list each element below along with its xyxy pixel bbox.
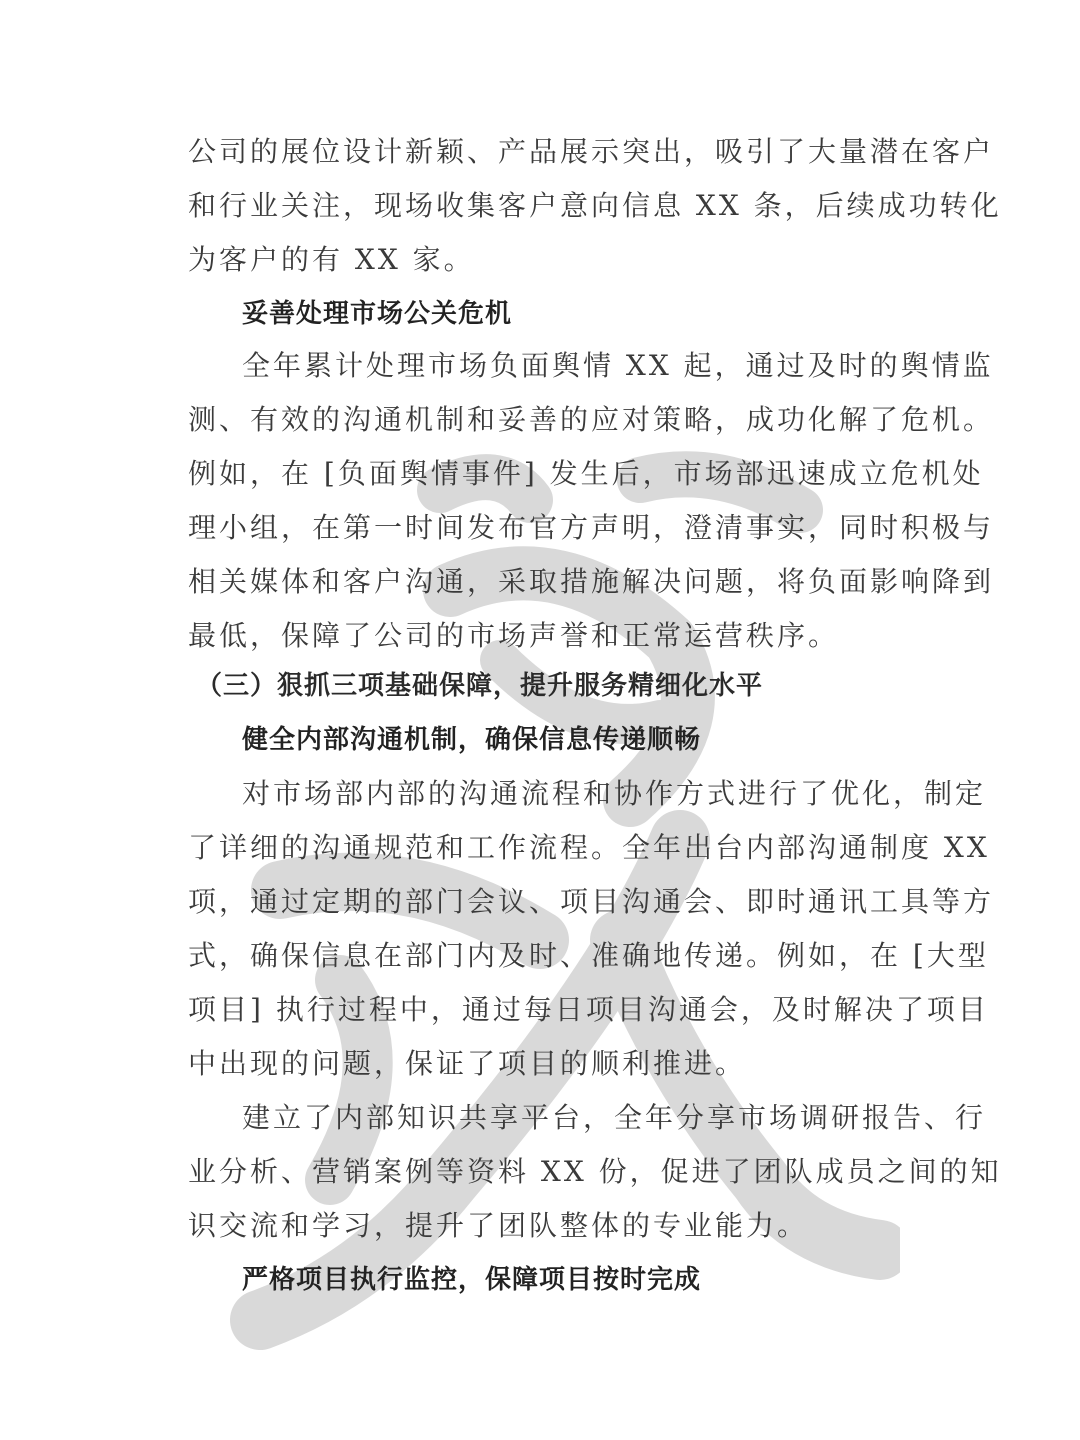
paragraph-line: 了详细的沟通规范和工作流程。全年出台内部沟通制度 XX — [188, 831, 990, 864]
section-heading: （三）狠抓三项基础保障，提升服务精细化水平 — [196, 671, 764, 701]
paragraph-line: 和行业关注，现场收集客户意向信息 XX 条，后续成功转化 — [188, 189, 1002, 222]
paragraph-line: 全年累计处理市场负面舆情 XX 起，通过及时的舆情监 — [242, 349, 994, 382]
paragraph-line: 中出现的问题，保证了项目的顺利推进。 — [188, 1047, 747, 1080]
paragraph-line: 为客户的有 XX 家。 — [188, 243, 475, 276]
paragraph-line: 最低，保障了公司的市场声誉和正常运营秩序。 — [188, 619, 840, 652]
subheading: 严格项目执行监控，保障项目按时完成 — [242, 1265, 702, 1295]
paragraph-line: 对市场部内部的沟通流程和协作方式进行了优化，制定 — [242, 777, 987, 810]
paragraph-line: 式，确保信息在部门内及时、准确地传递。例如，在 [大型 — [188, 939, 989, 972]
subheading: 妥善处理市场公关危机 — [242, 299, 513, 329]
paragraph-line: 理小组，在第一时间发布官方声明，澄清事实，同时积极与 — [188, 511, 995, 544]
paragraph-line: 识交流和学习，提升了团队整体的专业能力。 — [188, 1209, 809, 1242]
paragraph-line: 项目] 执行过程中，通过每日项目沟通会，及时解决了项目 — [188, 993, 989, 1026]
paragraph-line: 测、有效的沟通机制和妥善的应对策略，成功化解了危机。 — [188, 403, 995, 436]
paragraph-line: 公司的展位设计新颖、产品展示突出，吸引了大量潜在客户 — [188, 135, 995, 168]
paragraph-line: 例如，在 [负面舆情事件] 发生后，市场部迅速成立危机处 — [188, 457, 984, 490]
paragraph-line: 相关媒体和客户沟通，采取措施解决问题，将负面影响降到 — [188, 565, 995, 598]
paragraph-line: 建立了内部知识共享平台，全年分享市场调研报告、行 — [242, 1101, 987, 1134]
paragraph-line: 项，通过定期的部门会议、项目沟通会、即时通讯工具等方 — [188, 885, 995, 918]
paragraph-line: 业分析、营销案例等资料 XX 份，促进了团队成员之间的知 — [188, 1155, 1002, 1188]
subheading: 健全内部沟通机制，确保信息传递顺畅 — [242, 725, 702, 755]
